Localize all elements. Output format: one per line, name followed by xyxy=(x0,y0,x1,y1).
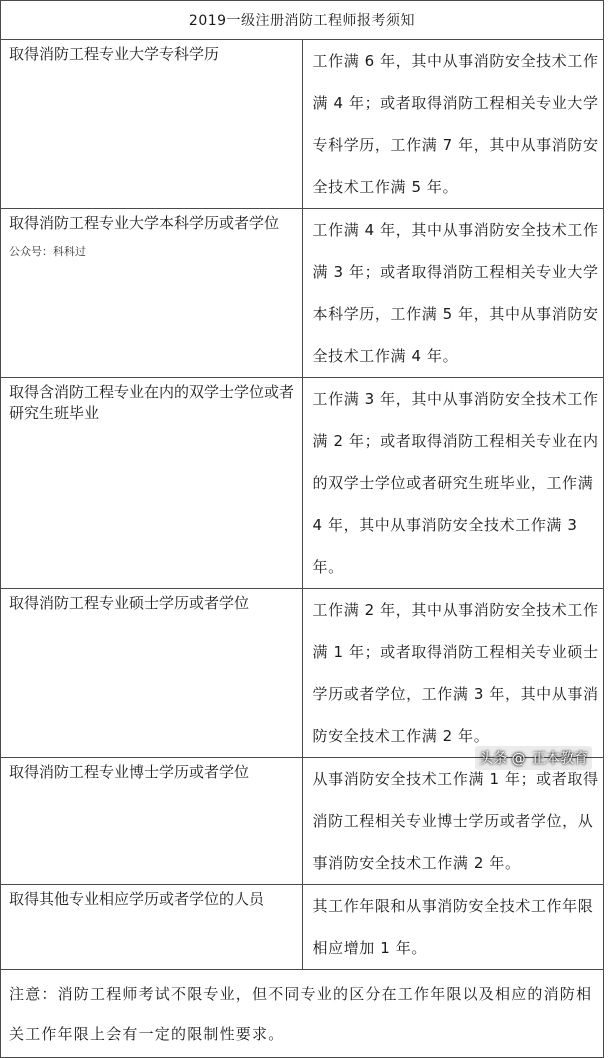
at-icon: @ xyxy=(511,751,526,767)
watermark-name: 正本教育 xyxy=(532,751,588,767)
requirement-cell: 工作满 6 年，其中从事消防安全技术工作满 4 年；或者取得消防工程相关专业大学专科学历，工作满 7 年，其中从事消防安全技术工作满 5 年。 xyxy=(302,40,604,209)
education-text: 取得消防工程专业大学本科学历或者学位 xyxy=(9,214,280,232)
table-row xyxy=(1,589,604,758)
education-cell: 取得含消防工程专业在内的双学士学位或者研究生班毕业 xyxy=(1,378,303,589)
account-note: 公众号：科科过 xyxy=(9,245,86,258)
requirement-cell: 工作满 2 年，其中从事消防安全技术工作满 1 年；或者取得消防工程相关专业硕士学历或者学位，工作满 3 年，其中从事消防安全技术工作满 2 年。 xyxy=(302,589,604,758)
table-row xyxy=(1,209,604,378)
title-row xyxy=(1,1,604,40)
education-cell: 取得消防工程专业硕士学历或者学位 xyxy=(1,589,303,758)
education-cell: 取得消防工程专业博士学历或者学位 xyxy=(1,758,303,885)
table-row xyxy=(1,378,604,589)
table-row xyxy=(1,758,604,885)
requirement-cell: 工作满 4 年，其中从事消防安全技术工作满 3 年；或者取得消防工程相关专业大学本科学历，工作满 5 年，其中从事消防安全技术工作满 4 年。 xyxy=(302,209,604,378)
table-row xyxy=(1,40,604,209)
watermark-prefix: 头条 xyxy=(479,751,508,767)
education-cell xyxy=(1,209,303,378)
requirement-cell: 从事消防安全技术工作满 1 年；或者取得消防工程相关专业博士学历或者学位，从事消防安全技术工作满 2 年。 xyxy=(302,758,604,885)
note-text: 注意：消防工程师考试不限专业，但不同专业的区分在工作年限以及相应的消防相关工作年限上会有一定的限制性要求。 xyxy=(1,970,604,1058)
education-cell: 取得消防工程专业大学专科学历 xyxy=(1,40,303,209)
note-row xyxy=(1,970,604,1058)
requirement-cell: 工作满 3 年，其中从事消防安全技术工作满 2 年；或者取得消防工程相关专业在内的双学士学位或者研究生班毕业，工作满 4 年，其中从事消防安全技术工作满 3 年。 xyxy=(302,378,604,589)
education-cell: 取得其他专业相应学历或者学位的人员 xyxy=(1,885,303,970)
table-row xyxy=(1,885,604,970)
requirement-cell: 其工作年限和从事消防安全技术工作年限相应增加 1 年。 xyxy=(302,885,604,970)
watermark xyxy=(475,746,592,770)
page-title: 2019一级注册消防工程师报考须知 xyxy=(1,1,604,40)
